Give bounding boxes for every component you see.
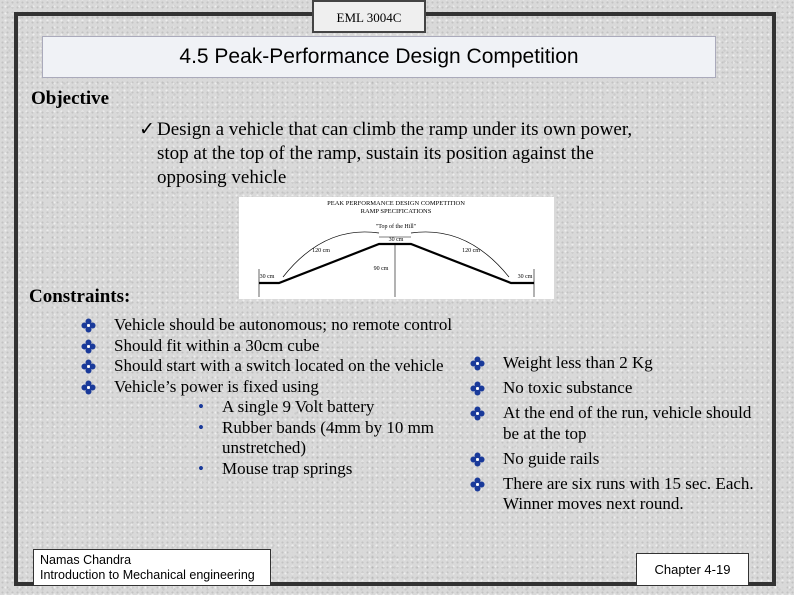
list-item-text: Vehicle should be autonomous; no remote control	[114, 315, 453, 334]
constraints-heading: Constraints:	[29, 286, 131, 307]
list-item-text: There are six runs with 15 sec. Each. Winner moves next round.	[503, 473, 754, 513]
diamond-bullet-icon	[81, 339, 96, 354]
ramp-right-slope: 120 cm	[462, 248, 480, 254]
list-item-text: No toxic substance	[503, 378, 633, 397]
list-item-text: Weight less than 2 Kg	[503, 353, 653, 372]
sub-list-item	[81, 397, 471, 418]
ramp-height: 90 cm	[373, 266, 389, 272]
list-item	[81, 377, 471, 398]
list-item	[81, 336, 471, 357]
bullet-dot-icon: •	[198, 397, 204, 416]
diamond-bullet-icon	[81, 359, 96, 374]
bullet-dot-icon: •	[198, 417, 204, 437]
ramp-caption-line2: RAMP SPECIFICATIONS	[360, 208, 432, 215]
list-item	[81, 356, 471, 377]
list-item	[81, 315, 471, 336]
chapter-page-number: Chapter 4-19	[636, 553, 749, 586]
objective-heading: Objective	[31, 88, 110, 109]
sub-list-item-text: A single 9 Volt battery	[222, 397, 375, 416]
list-item	[470, 378, 770, 399]
ramp-right-arc	[411, 232, 509, 277]
ramp-profile	[259, 244, 534, 283]
course-name: Introduction to Mechanical engineering	[40, 567, 255, 582]
sub-list-item-text: Mouse trap springs	[222, 458, 353, 478]
diamond-bullet-icon	[470, 452, 485, 467]
course-code-tab: EML 3004C	[312, 0, 426, 33]
list-item	[470, 449, 770, 470]
checkmark-icon: ✓	[139, 119, 155, 140]
diamond-bullet-icon	[81, 380, 96, 395]
constraints-left-list	[81, 315, 471, 479]
diamond-bullet-icon	[81, 318, 96, 333]
slide-title: 4.5 Peak-Performance Design Competition	[42, 36, 716, 78]
ramp-left-end: 30 cm	[259, 274, 275, 280]
diamond-bullet-icon	[470, 406, 485, 421]
sub-list-item-text: Rubber bands (4mm by 10 mm unstretched)	[222, 417, 435, 457]
list-item	[470, 474, 770, 515]
list-item-text: No guide rails	[503, 448, 600, 468]
sub-list-item	[81, 459, 471, 480]
ramp-right-end: 30 cm	[517, 274, 533, 280]
sub-list-item	[81, 418, 471, 459]
author-footer	[33, 549, 271, 586]
ramp-left-arc	[283, 232, 379, 277]
objective-item	[138, 118, 658, 190]
author-name: Namas Chandra	[40, 553, 132, 567]
list-item-text: At the end of the run, vehicle should be at the top	[503, 403, 752, 443]
list-item-text: Should fit within a 30cm cube	[114, 335, 320, 355]
list-item-text: Vehicle’s power is fixed using	[114, 376, 319, 396]
constraints-right-list	[470, 353, 770, 515]
list-item	[470, 403, 770, 444]
ramp-top-label: "Top of the Hill"	[375, 224, 417, 230]
ramp-top-width: 30 cm	[388, 237, 404, 243]
list-item	[470, 353, 770, 374]
ramp-left-slope: 120 cm	[312, 248, 330, 254]
diamond-bullet-icon	[470, 356, 485, 371]
diamond-bullet-icon	[470, 477, 485, 492]
diamond-bullet-icon	[470, 381, 485, 396]
ramp-specification-figure	[239, 197, 554, 299]
bullet-dot-icon: •	[198, 458, 204, 478]
ramp-caption-line1: PEAK PERFORMANCE DESIGN COMPETITION	[327, 200, 465, 207]
objective-text: Design a vehicle that can climb the ramp under its own power, stop at the top of the ramp, sustain its position against the opposing vehicle	[157, 119, 633, 188]
list-item-text: Should start with a switch located on the vehicle	[114, 356, 444, 375]
